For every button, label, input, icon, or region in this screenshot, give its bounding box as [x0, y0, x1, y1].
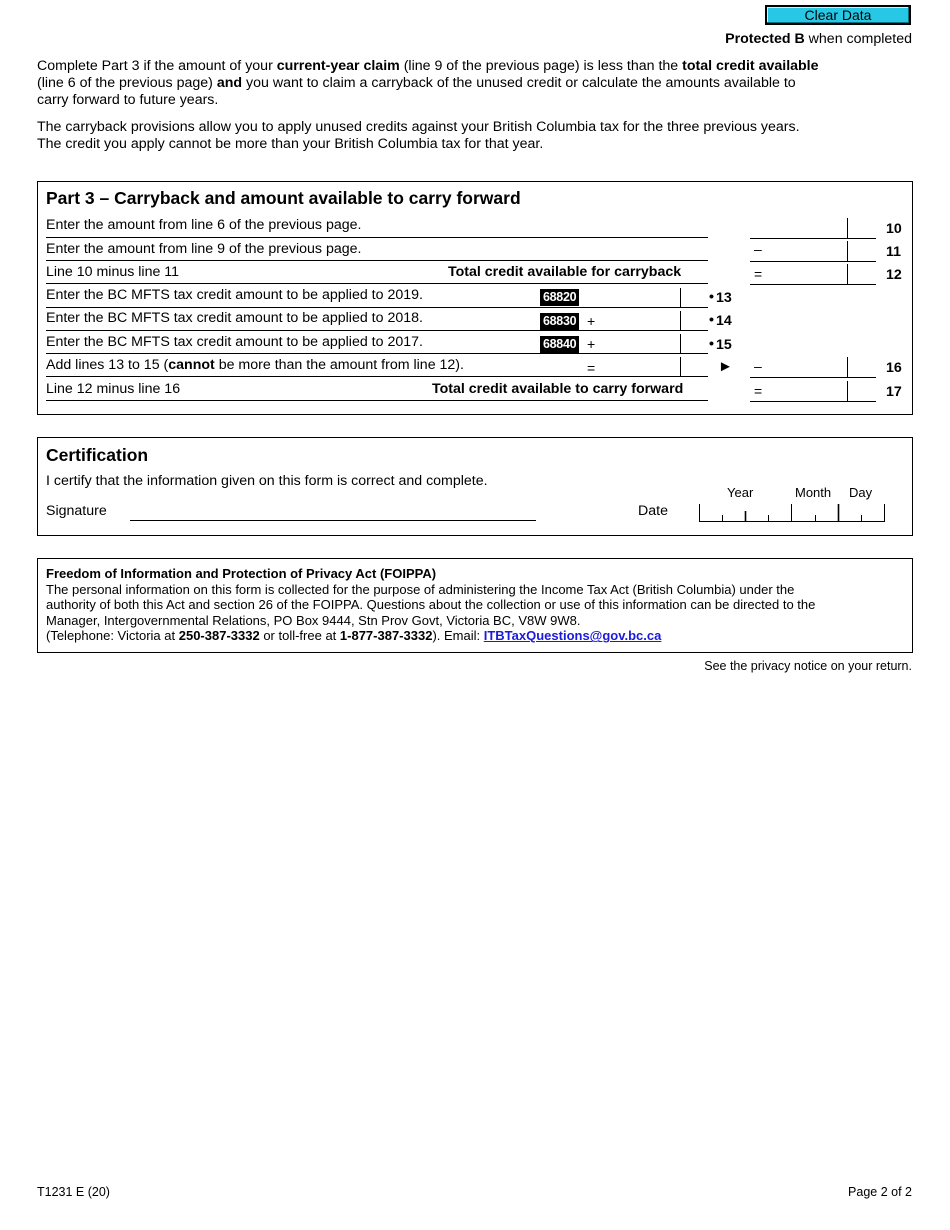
- date-comb-graphic: [699, 502, 885, 522]
- intro-paragraph-2: The carryback provisions allow you to apply unused credits against your British Columbia tax for the three previous years. The credit you apply cannot be more than your British Columbia tax for that year.: [37, 119, 800, 153]
- privacy-text: Freedom of Information and Protection of Privacy Act (FOIPPA) The personal information on this form is collected for the purpose of administering the Income Tax Act (British Columbia) under the authority of both this Act and section 26 of the FOIPPA. Questions about the collection or use of this information can be directed to the Manager, Intergovernmental Relations, PO Box 9444, Stn Prov Govt, Victoria BC, V8W 9W8. (Telephone: Victoria at 250-387-3332 or toll-free at 1-877-387-3332). Email: ITBTaxQuestions@gov.bc.ca: [46, 566, 816, 644]
- row-14-label: Enter the BC MFTS tax credit amount to be applied to 2018.: [46, 310, 423, 326]
- year-label: Year: [727, 485, 754, 500]
- line-16-amount-field[interactable]: [750, 357, 876, 378]
- row-10-underline: [46, 237, 708, 238]
- row-16-label: Add lines 13 to 15 (cannot be more than the amount from line 12).: [46, 357, 464, 373]
- signature-label: Signature: [46, 503, 107, 519]
- line-16-operator: –: [754, 358, 762, 374]
- code-68840: 68840: [540, 336, 579, 353]
- day-label: Day: [849, 485, 873, 500]
- line-14-amount-field[interactable]: [582, 311, 708, 330]
- line-14-operator: +: [587, 313, 596, 329]
- email-link[interactable]: ITBTaxQuestions@gov.bc.ca: [483, 628, 662, 644]
- line-number-10: 10: [886, 221, 902, 237]
- row-16-subtotal-field[interactable]: [582, 357, 708, 376]
- code-68820: 68820: [540, 289, 579, 306]
- line-15-amount-field[interactable]: [582, 334, 708, 353]
- line-10-amount-field[interactable]: [750, 218, 876, 239]
- line-number-16: 16: [886, 360, 902, 376]
- line-15-cents-divider: [680, 334, 681, 353]
- row-13-label: Enter the BC MFTS tax credit amount to be applied to 2019.: [46, 287, 423, 303]
- row-12-total-label: Total credit available for carryback: [448, 264, 682, 280]
- line-14-cents-divider: [680, 311, 681, 330]
- line-11-cents-divider: [847, 241, 848, 261]
- line-11-amount-field[interactable]: [750, 241, 876, 262]
- row-15-underline: [46, 353, 708, 354]
- certification-statement: I certify that the information given on this form is correct and complete.: [46, 473, 488, 489]
- line-16-cents-divider: [847, 357, 848, 377]
- protected-b-notice: Protected B when completed: [725, 31, 912, 47]
- line-number-12: 12: [886, 267, 902, 283]
- row-16-cents-divider: [680, 357, 681, 376]
- intro-paragraph-1: Complete Part 3 if the amount of your current-year claim (line 9 of the previous page) is less than the total credit available (line 6 of the previous page) and you want to claim a carryback of the unused credit or calculate the amounts available to carry forward to future years.: [37, 58, 819, 109]
- row-14-underline: [46, 330, 708, 331]
- line-12-cents-divider: [847, 264, 848, 284]
- privacy-title: Freedom of Information and Protection of Privacy Act (FOIPPA): [46, 566, 437, 581]
- line-17-operator: =: [754, 383, 763, 399]
- row-15-label: Enter the BC MFTS tax credit amount to be applied to 2017.: [46, 334, 423, 350]
- line-number-11: 11: [886, 244, 901, 260]
- row-12-underline: [46, 283, 708, 284]
- clear-data-button[interactable]: Clear Data: [765, 5, 911, 25]
- row-11-label: Enter the amount from line 9 of the previous page.: [46, 241, 362, 257]
- row-12-label: Line 10 minus line 11: [46, 264, 180, 280]
- row-17-label: Line 12 minus line 16: [46, 381, 181, 397]
- row-17-total-label: Total credit available to carry forward: [432, 381, 684, 397]
- row-11-underline: [46, 260, 708, 261]
- certification-title: Certification: [46, 445, 149, 465]
- signature-line[interactable]: [130, 520, 536, 521]
- line-17-cents-divider: [847, 381, 848, 401]
- line-number-13: 13: [716, 290, 732, 306]
- line-12-amount-field[interactable]: [750, 264, 876, 285]
- line-13-amount-field[interactable]: [582, 288, 708, 307]
- row-17-underline: [46, 400, 708, 401]
- line-number-15: 15: [716, 337, 732, 353]
- line-15-bullet: •: [709, 336, 714, 352]
- month-label: Month: [795, 485, 832, 500]
- line-15-operator: +: [587, 336, 596, 352]
- line-17-amount-field[interactable]: [750, 381, 876, 402]
- line-10-cents-divider: [847, 218, 848, 238]
- row-16-underline: [46, 376, 708, 377]
- row-16-equals: =: [587, 360, 596, 376]
- page-number: Page 2 of 2: [848, 1185, 912, 1199]
- line-12-operator: =: [754, 266, 763, 282]
- line-14-bullet: •: [709, 312, 714, 328]
- date-label: Date: [638, 503, 668, 519]
- line-13-bullet: •: [709, 289, 714, 305]
- line-number-14: 14: [716, 313, 732, 329]
- form-identifier: T1231 E (20): [37, 1185, 110, 1199]
- line-13-cents-divider: [680, 288, 681, 307]
- line-11-operator: –: [754, 241, 762, 257]
- part3-title: Part 3 – Carryback and amount available to carry forward: [46, 188, 521, 208]
- line-number-17: 17: [886, 384, 902, 400]
- row-10-label: Enter the amount from line 6 of the previous page.: [46, 217, 362, 233]
- row-13-underline: [46, 307, 708, 308]
- code-68830: 68830: [540, 313, 579, 330]
- date-input[interactable]: [699, 502, 885, 522]
- privacy-notice: See the privacy notice on your return.: [704, 659, 912, 673]
- arrow-icon: ►: [718, 358, 733, 375]
